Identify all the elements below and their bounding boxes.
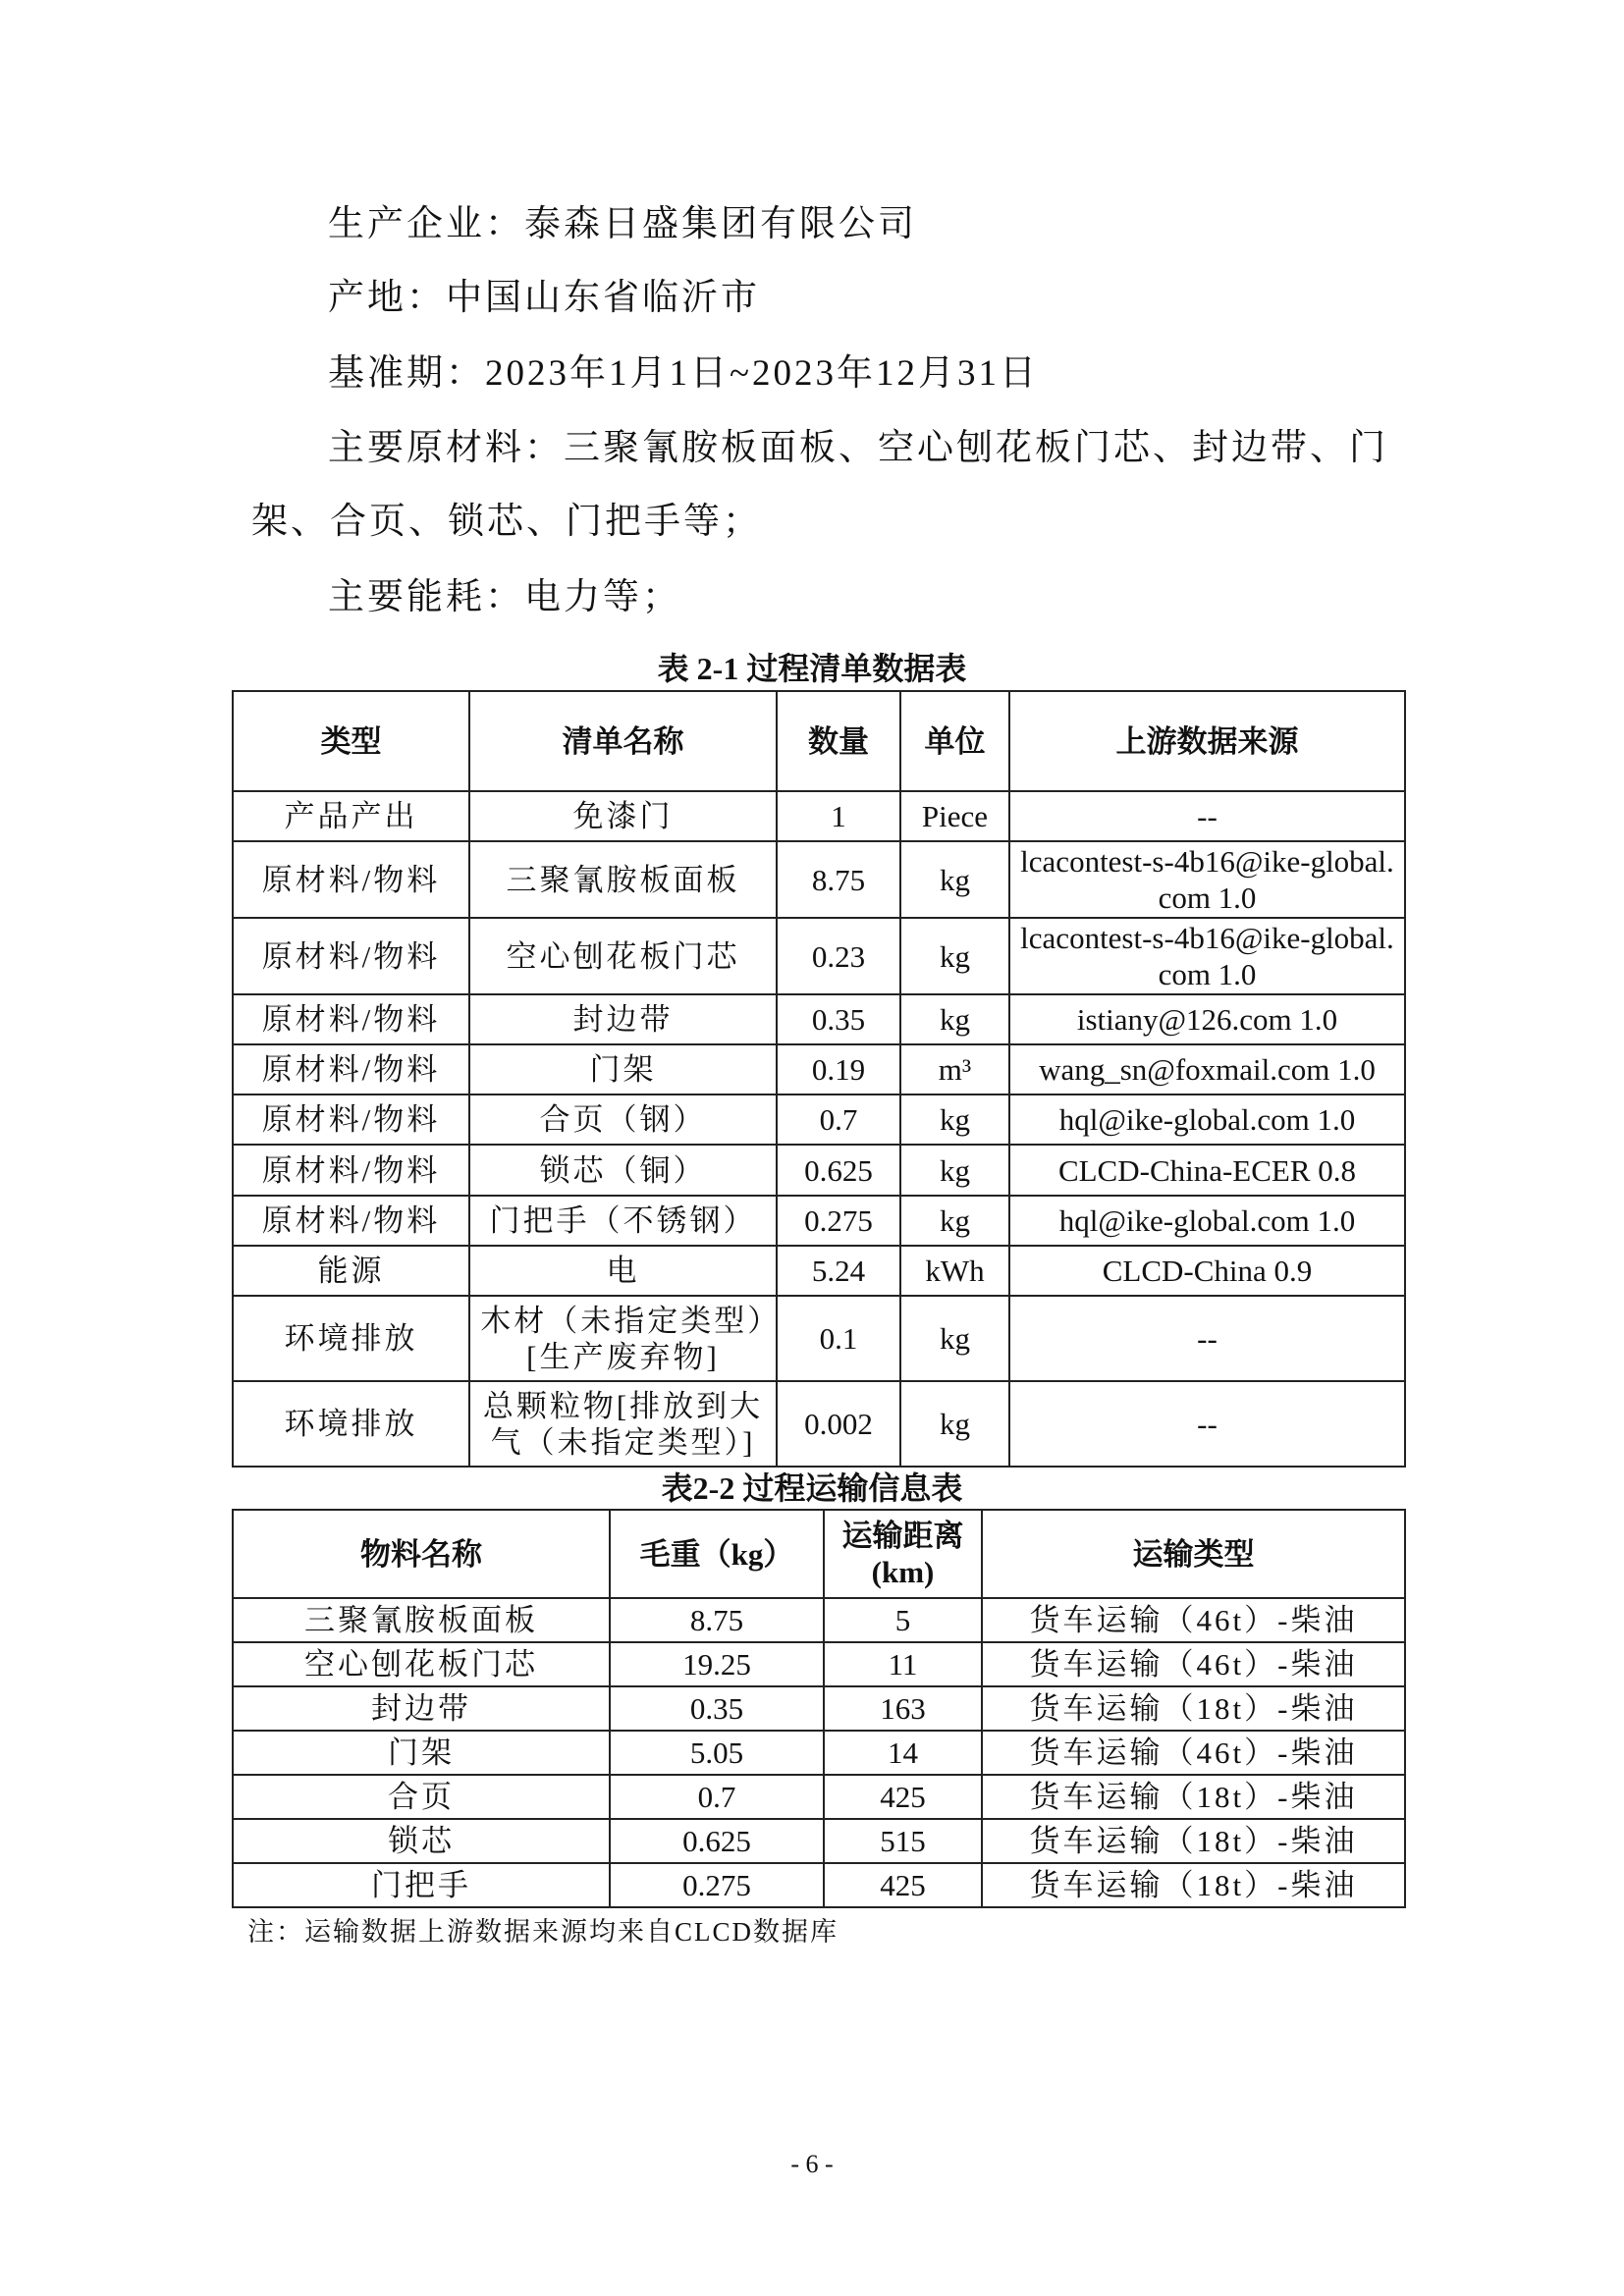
table-row	[233, 1246, 1405, 1296]
table-cell: --	[1009, 1381, 1405, 1467]
table-cell: 0.23	[777, 918, 900, 994]
table-cell: 8.75	[610, 1598, 824, 1642]
table-row	[233, 994, 1405, 1044]
table2-caption: 表2-2 过程运输信息表	[661, 1470, 963, 1506]
paragraph-origin: 产地：中国山东省临沂市	[328, 278, 760, 318]
table-cell: 封边带	[469, 994, 777, 1044]
table-cell: 免漆门	[469, 791, 777, 841]
table-cell: 5	[824, 1598, 982, 1642]
table-cell: hql@ike-global.com 1.0	[1009, 1095, 1405, 1145]
table-cell: 11	[824, 1642, 982, 1686]
table-row	[233, 1044, 1405, 1095]
table-row	[233, 1863, 1405, 1907]
table-cell: 原材料/物料	[233, 1145, 469, 1196]
table-cell: 货车运输（18t）-柴油	[982, 1863, 1405, 1907]
table-row	[233, 1095, 1405, 1145]
table-cell: Piece	[900, 791, 1009, 841]
table-cell: 515	[824, 1819, 982, 1863]
paragraph-producer: 生产企业：泰森日盛集团有限公司	[328, 204, 917, 244]
table-cell: 环境排放	[233, 1296, 469, 1381]
table-cell: 货车运输（46t）-柴油	[982, 1642, 1405, 1686]
column-header: 运输类型	[982, 1510, 1405, 1598]
table-row	[233, 841, 1405, 918]
table-cell: 电	[469, 1246, 777, 1296]
table-cell: kWh	[900, 1246, 1009, 1296]
table-cell: 0.002	[777, 1381, 900, 1467]
table-cell: 0.35	[610, 1686, 824, 1731]
table-cell: 原材料/物料	[233, 918, 469, 994]
table-cell: 425	[824, 1775, 982, 1819]
process-inventory-table	[232, 690, 1406, 1468]
table-cell: 0.19	[777, 1044, 900, 1095]
paragraph-raw-materials: 主要原材料：三聚氰胺板面板、空心刨花板门芯、封边带、门	[328, 428, 1388, 468]
table-cell: 合页（钢）	[469, 1095, 777, 1145]
table-cell: kg	[900, 1381, 1009, 1467]
table-cell: lcacontest-s-4b16@ike-global.com 1.0	[1009, 841, 1405, 918]
table-cell: kg	[900, 841, 1009, 918]
column-header: 上游数据来源	[1009, 691, 1405, 791]
table-cell: kg	[900, 994, 1009, 1044]
table-cell: 425	[824, 1863, 982, 1907]
table-cell: 封边带	[233, 1686, 610, 1731]
table-cell: 原材料/物料	[233, 1044, 469, 1095]
table-cell: 门架	[233, 1731, 610, 1775]
column-header: 单位	[900, 691, 1009, 791]
table-cell: 0.275	[610, 1863, 824, 1907]
table-cell: 5.24	[777, 1246, 900, 1296]
table-cell: 0.625	[610, 1819, 824, 1863]
table-row	[233, 1196, 1405, 1246]
table1-caption: 表 2-1 过程清单数据表	[657, 651, 967, 686]
table-cell: 原材料/物料	[233, 1095, 469, 1145]
column-header: 运输距离(km)	[824, 1510, 982, 1598]
table-cell: 锁芯	[233, 1819, 610, 1863]
table-cell: kg	[900, 918, 1009, 994]
table-cell: 货车运输（18t）-柴油	[982, 1819, 1405, 1863]
table-cell: 货车运输（46t）-柴油	[982, 1598, 1405, 1642]
table-cell: --	[1009, 1296, 1405, 1381]
table-cell: 空心刨花板门芯	[233, 1642, 610, 1686]
table-cell: 门把手	[233, 1863, 610, 1907]
table-row	[233, 1731, 1405, 1775]
table-cell: m³	[900, 1044, 1009, 1095]
table-cell: kg	[900, 1145, 1009, 1196]
table-cell: 门架	[469, 1044, 777, 1095]
table-cell: kg	[900, 1095, 1009, 1145]
table-cell: 原材料/物料	[233, 994, 469, 1044]
column-header: 毛重（kg）	[610, 1510, 824, 1598]
table-cell: 1	[777, 791, 900, 841]
page-number: - 6 -	[790, 2150, 834, 2178]
table-cell: 总颗粒物[排放到大气（未指定类型）]	[469, 1381, 777, 1467]
table-cell: 货车运输（18t）-柴油	[982, 1686, 1405, 1731]
table-cell: lcacontest-s-4b16@ike-global.com 1.0	[1009, 918, 1405, 994]
table-cell: 0.625	[777, 1145, 900, 1196]
table-row	[233, 1819, 1405, 1863]
table-cell: 0.35	[777, 994, 900, 1044]
table-cell: 门把手（不锈钢）	[469, 1196, 777, 1246]
table-cell: istiany@126.com 1.0	[1009, 994, 1405, 1044]
table-row	[233, 1642, 1405, 1686]
table-note: 注：运输数据上游数据来源均来自CLCD数据库	[247, 1917, 839, 1947]
table-row	[233, 1686, 1405, 1731]
table-cell: 木材（未指定类型）[生产废弃物]	[469, 1296, 777, 1381]
table-cell: 货车运输（46t）-柴油	[982, 1731, 1405, 1775]
table-cell: 0.1	[777, 1296, 900, 1381]
transport-info-table	[232, 1509, 1406, 1908]
table-cell: 原材料/物料	[233, 841, 469, 918]
table-cell: 三聚氰胺板面板	[469, 841, 777, 918]
column-header: 物料名称	[233, 1510, 610, 1598]
table-cell: kg	[900, 1296, 1009, 1381]
table-cell: 空心刨花板门芯	[469, 918, 777, 994]
table-row	[233, 1145, 1405, 1196]
table-cell: 0.275	[777, 1196, 900, 1246]
table-cell: 0.7	[610, 1775, 824, 1819]
table-row	[233, 1775, 1405, 1819]
table-cell: 163	[824, 1686, 982, 1731]
table-cell: 原材料/物料	[233, 1196, 469, 1246]
table-cell: 19.25	[610, 1642, 824, 1686]
table-cell: 货车运输（18t）-柴油	[982, 1775, 1405, 1819]
table-row	[233, 1296, 1405, 1381]
table-row	[233, 791, 1405, 841]
table-cell: 锁芯（铜）	[469, 1145, 777, 1196]
column-header: 类型	[233, 691, 469, 791]
table-cell: 环境排放	[233, 1381, 469, 1467]
paragraph-energy: 主要能耗：电力等；	[328, 577, 681, 617]
table-cell: 产品产出	[233, 791, 469, 841]
table-row	[233, 918, 1405, 994]
table-row	[233, 1381, 1405, 1467]
table-cell: 三聚氰胺板面板	[233, 1598, 610, 1642]
table-cell: --	[1009, 791, 1405, 841]
table-row	[233, 1598, 1405, 1642]
table-cell: 合页	[233, 1775, 610, 1819]
table-cell: 0.7	[777, 1095, 900, 1145]
table-cell: CLCD-China-ECER 0.8	[1009, 1145, 1405, 1196]
table-cell: wang_sn@foxmail.com 1.0	[1009, 1044, 1405, 1095]
table-cell: 14	[824, 1731, 982, 1775]
table-cell: 8.75	[777, 841, 900, 918]
table-cell: 5.05	[610, 1731, 824, 1775]
table-cell: hql@ike-global.com 1.0	[1009, 1196, 1405, 1246]
column-header: 清单名称	[469, 691, 777, 791]
table-cell: 能源	[233, 1246, 469, 1296]
paragraph-raw-materials-cont: 架、合页、锁芯、门把手等；	[251, 502, 762, 542]
column-header: 数量	[777, 691, 900, 791]
paragraph-reference-period: 基准期：2023年1月1日~2023年12月31日	[328, 353, 1040, 394]
table-cell: CLCD-China 0.9	[1009, 1246, 1405, 1296]
table-cell: kg	[900, 1196, 1009, 1246]
